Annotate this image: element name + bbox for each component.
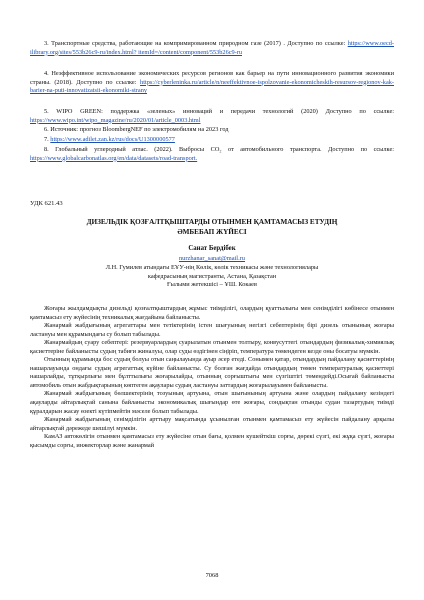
author-email[interactable]: nurzhanar_sanat@mail.ru bbox=[178, 255, 246, 262]
reference-text: 4. Неэффективное использование экономических ресурсов регионов как барьер на пути инновационного развития экономики страны. (2018). Доступно по ссылке: bbox=[30, 70, 394, 86]
reference-link[interactable]: https://www.globalcarbonatlas.org/en/data/datasets/road-transport. bbox=[30, 154, 198, 162]
paragraph: Жанармайдың суару себептері: резервуарлардың суарылатын отынмен толтыру, конвусуттегі отындардың физикалық-химиялық қасиеттеріне байланысты судың табиғи жиналуы, олар суды өздігінен сіңіріп, температура төмендеген кезде оны босатуы мүмкін. bbox=[30, 339, 394, 355]
paragraph: Жанармай жабдығының сенімділігін арттыру мақсатында ұсынылған отынмен қамтамасыз ету жүйесін пайдалану арқылы айтарлықтай дәрежеде шешілуі мүмкін. bbox=[30, 416, 394, 432]
reference-text: 6. Источник: прогноз BloombergNEF по электромобилям на 2023 год bbox=[44, 126, 229, 133]
reference-link[interactable]: https://www.wipo.int/wipo_magazine/ru/2020/01/article_0003.html bbox=[30, 116, 201, 124]
reference-item bbox=[30, 70, 394, 96]
article-title bbox=[30, 217, 394, 237]
reference-text: 5. WIPO GREEN: поддержка «зеленых» инноваций и передачи технологий (2020) Доступно по ссылке: bbox=[44, 108, 394, 115]
reference-link[interactable]: https://www.oecd-ilibrary.org/sites/553b26c9-ru/index.html? itemId=/content/component/553b26c9-ru bbox=[30, 40, 394, 56]
author-name: Санат Бердібек bbox=[188, 245, 236, 252]
paragraph: Отынның құрамында бос судың болуы отын саңылауында ауыр әсер етеді. Сонымен қатар, отындардың пайдалану қасиеттерінің нашарлауында ондағы судың агрегаттық күйіне байланысты. Су болған жағдайда отындардың төмен температуралық қасиеттері нашарлайды, тұтқырлығы мен бұлттылығы жоғарылайды, отынның сорғыштығы мен сүзгіштігі төмендейді.Осығай байланысты автомобиль отын жабдықтарының көптеген ақаулары судың ластануы заттардың жоғарылауымен байланысты. bbox=[30, 356, 394, 389]
supervisor: Ғылыми жетекшісі – ҰШ. Кокаев bbox=[167, 281, 257, 289]
paragraph: Жоғары жылдамдықты дизельді қозғалтқыштардың жұмыс тиімділігі, олардың қуаттылығы мен сенімділігі көбінесе отынмен қамтамасыз ету жүйесінің техникалық жағдайына байланысты. bbox=[30, 305, 394, 321]
paragraph: КамАЗ автокөлігін отынмен қамтамасыз ету жүйесіне отын бағы, қолмен кушейткіш сорғы, дөрекі сүзгі, екі жұқа сүзгі, жоғары қысымды сорғы, инжекторлар және жанармай bbox=[30, 433, 394, 449]
affiliation-line-1: Л.Н. Гумилев атындағы ЕҰУ-нің Көлік, көлік техникасы және технологиялары bbox=[105, 264, 319, 271]
reference-item bbox=[30, 40, 394, 57]
title-line-2: ӘМБЕБАП ЖҮЙЕСІ bbox=[177, 228, 247, 236]
reference-item bbox=[30, 136, 394, 145]
reference-item bbox=[30, 108, 394, 125]
reference-text: 7. bbox=[44, 136, 51, 143]
udk-code: УДК 621.43 bbox=[30, 200, 63, 207]
reference-text: 3. Транспортные средства, работающие на компримированном природном газе (2017) . Доступно по ссылке: bbox=[44, 40, 348, 47]
reference-link[interactable]: https://cyberleninka.ru/article/n/neeffektivnoe-ispolzovanie-ekonomicheskih-resursov-regionov-kak-barier-na-puti-innovatizatsii-ekonomiki-strany bbox=[30, 78, 394, 95]
reference-link[interactable]: https://www.adilet.zan.kz/rus/docs/U1300000577 bbox=[50, 136, 175, 143]
article-body bbox=[30, 305, 394, 450]
affiliation bbox=[30, 264, 394, 290]
reference-text: 8. Глобальный углеродный атлас. (2022). Выбросы CO₂ от автомобильного транспорта. Доступно по ссылке: bbox=[44, 146, 394, 153]
title-line-1: ДИЗЕЛЬДІК ҚОЗҒАЛТҚЫШТАРДЫ ОТЫНМЕН ҚАМТАМАСЫЗ ЕТУДІҢ bbox=[86, 218, 338, 226]
reference-item bbox=[30, 146, 394, 163]
paragraph: Жанармай жабдығының бөлшектерінің тозуының артуына, отын шығынының артуына және олардың пайдалану кезіндегі ақауларды айтарлықтай санына байланысты экономикалық шығындар өте жоғары, сондықтан отынды судан тазартудың тиімді құралдарын жасау өзекті күтіпмейтін мәселе болып табылады. bbox=[30, 390, 394, 415]
page-number: 7068 bbox=[205, 572, 219, 579]
paragraph: Жанармай жабдығының агрегаттары мен тетіктерінің істен шығуының негізгі себептерінің бірі дизель отынының жоғары ластануы мен құрамындағы су болып табылады. bbox=[30, 322, 394, 338]
affiliation-line-2: кафедрасының магистранты, Астана, Қазақстан bbox=[147, 272, 277, 280]
reference-item bbox=[30, 126, 394, 135]
